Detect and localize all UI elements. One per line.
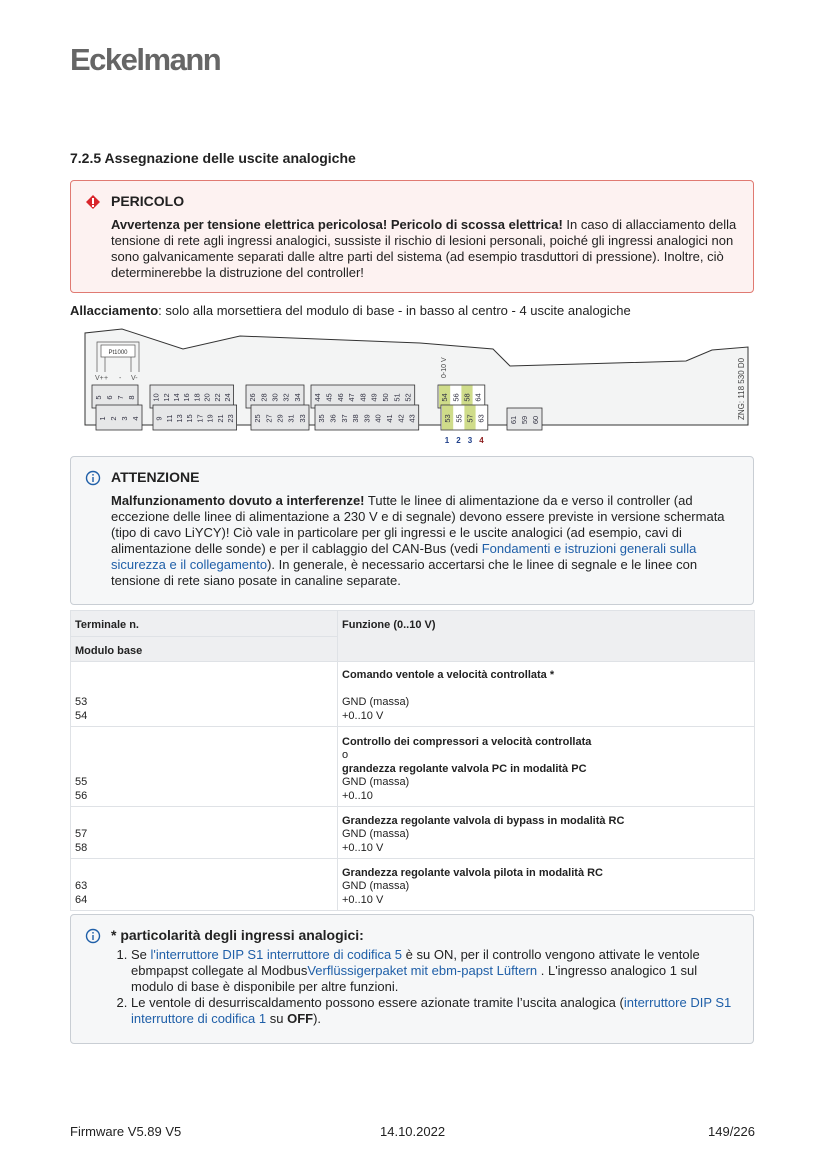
table-row [71,727,755,807]
terminal-number: 58 [462,393,472,402]
analog-inputs-note [70,914,754,1044]
terminal-number: 16 [182,393,192,402]
terminal-number: 52 [403,393,413,402]
terminal-number: 21 [215,414,225,423]
ebm-papst-link[interactable]: Verflüssigerpaket mit ebm-papst Lüftern [307,963,538,978]
danger-title: PERICOLO [111,193,185,209]
function-line: GND (massa) [342,776,410,788]
terminal-number: 63 [476,414,486,423]
attention-title: ATTENZIONE [111,469,200,485]
terminal-number: 15 [185,414,195,423]
terminal-number: 9 [154,416,164,421]
connection-body: : solo alla morsettiera del modulo di base - in basso al centro - 4 uscite analogiche [158,303,631,318]
info-icon [85,928,101,944]
terminal-number: 42 [396,414,406,423]
text: . L'ingresso analogico 1 sul modulo di base è disponibile per altre funzioni. [131,963,698,994]
footer-page: 149/226 [708,1124,755,1139]
function-title: Controllo dei compressori a velocità controllata [342,735,592,748]
terminal-number: 45 [324,393,334,402]
terminal-number: 2 [109,416,118,421]
attention-text [111,493,739,589]
footer-firmware: Firmware V5.89 V5 [70,1124,182,1139]
dip-switch-1-link[interactable]: interruttore DIP S1 interruttore di codifica 1 [131,995,732,1026]
terminal-number: 54 [440,393,450,402]
danger-body: In caso di allacciamento della tensione di rete agli ingressi analogici, sussiste il rischio di lesioni personali, poiché gli ingressi analogici non sono galvanicamente separati dalle altre parti del sistema (ad esempio trasduttori di pressione). Inoltre, ciò determinerebbe la distruzione del controller! [111,217,737,280]
terminal-number: 36 [328,414,338,423]
terminal-number: 44 [313,393,323,402]
connection-bold: Allacciamento [70,303,159,318]
terminal-number: 37 [339,414,349,423]
terminal-number: 28 [259,393,269,402]
off-label: OFF [287,1011,314,1026]
terminal-number: 30 [270,393,280,402]
terminal-number: 11 [164,414,174,423]
function-title: Comando ventole a velocità controllata * [342,669,555,681]
text: su [266,1011,288,1026]
terminal-number: 6 [105,395,114,400]
function-line: GND (massa) [342,696,410,708]
function-line: +0..10 V [342,841,384,854]
pin-label: V- [131,375,138,382]
function-title: Grandezza regolante valvola pilota in modalità RC [342,866,604,879]
terminal-number: 32 [281,393,291,402]
terminal-number: 34 [292,393,302,402]
terminal-number: 1 [98,416,107,421]
terminal-number: 20 [202,393,212,402]
text: è su ON, per il controllo vengono attivate le ventole ebmpapst collegate al Modbus [131,947,700,978]
function-line: +0..10 V [342,709,384,722]
terminal: 53 [75,696,88,708]
terminal-number: 14 [172,393,181,402]
terminal-number: 8 [127,395,136,400]
terminal-number: 57 [465,414,475,423]
table-row [71,662,755,727]
terminal-number: 17 [195,414,205,423]
function-line: GND (massa) [342,828,410,840]
table-row [71,807,755,859]
terminal-number: 64 [473,393,483,402]
safety-link[interactable]: Fondamenti e istruzioni generali sulla sicurezza e il collegamento [111,541,697,572]
terminal-number: 47 [347,393,357,402]
text: ). [313,1011,322,1026]
section-title: 7.2.5 Assegnazione delle uscite analogiche [70,150,356,166]
text: Le ventole di desurriscaldamento possono essere azionate tramite l’uscita analogica ( [131,995,624,1010]
note-title: * particolarità degli ingressi analogici: [111,927,364,943]
attention-bold: Malfunzionamento dovuto a interferenze! [111,493,365,508]
sensor-label: Pt1000 [108,350,128,356]
terminal-number: 31 [286,414,296,423]
terminal-number: 7 [116,395,125,400]
terminal-number: 53 [443,414,453,423]
terminal-number: 19 [205,414,215,423]
output-number: 1 [444,436,450,445]
function-line: +0..10 [342,789,373,802]
terminal-number: 49 [369,393,379,402]
output-number: 4 [479,436,484,445]
function-or: o [342,749,349,761]
terminal-number: 23 [226,414,235,423]
terminal-diagram [0,0,827,450]
terminal-number: 25 [253,414,263,423]
terminal-number: 56 [451,393,461,402]
terminal-number: 59 [520,415,529,425]
terminal: 56 [75,789,88,802]
terminal-number: 29 [275,414,285,423]
terminal-number: 22 [212,393,222,402]
terminal-number: 13 [175,414,184,423]
terminal-number: 18 [192,393,202,402]
info-icon [85,470,101,486]
dip-switch-5-link[interactable]: l'interruttore DIP S1 interruttore di codifica 5 [150,947,403,962]
attention-body-end: ). In generale, è necessario accertarsi che le linee di segnale e le linee con tensione di rete siano posate in canaline separate. [111,557,698,588]
terminal-number: 26 [248,393,258,402]
terminal-number: 10 [151,393,161,402]
pin-label: V+ [95,375,104,382]
text: Se [131,947,151,962]
terminal-number: 43 [407,414,417,423]
header-function: Funzione (0..10 V) [338,611,755,662]
terminal-number: 35 [317,414,327,423]
terminal-number: 46 [335,393,345,402]
output-number: 3 [467,436,473,445]
terminal: 63 [75,880,88,892]
terminal: 54 [75,709,88,722]
output-number: 2 [456,436,461,445]
terminal-number: 39 [362,414,372,423]
pin-label: - [119,375,122,382]
attention-body: Tutte le linee di alimentazione da e verso il controller (ad eccezione delle linee di alimentazione a 230 V e di segnale) devono essere previste in versione schermata (tipo di cavo LiYCY)! Ciò vale in particolare per gli ingressi e le uscite analogici (ad esempio, cavi di alimentazione delle sonde) e per il cablaggio del CAN-Bus (vedi [111,493,725,556]
footer-date: 14.10.2022 [380,1124,446,1139]
terminal-number: 5 [94,395,103,400]
terminal: 55 [75,776,88,788]
terminal-number: 4 [131,416,140,421]
terminal-number: 40 [373,414,383,423]
terminal-number: 48 [358,393,368,402]
terminal-number: 12 [161,393,171,402]
terminal-number: 38 [351,414,361,423]
terminal: 58 [75,841,88,854]
terminal-number: 33 [297,414,307,423]
attention-notice [70,456,754,605]
terminal: 57 [75,828,88,840]
terminal-table [70,610,755,911]
table-row [71,859,755,911]
terminal-number: 50 [380,393,390,402]
terminal-number: 27 [264,414,274,423]
terminal-number: 41 [384,414,394,423]
function-line: +0..10 V [342,893,384,906]
terminal-number: 61 [509,415,518,425]
voltage-label: 0-10 V [441,357,448,378]
function-title: Grandezza regolante valvola di bypass in modalità RC [342,814,625,827]
pin-label: + [104,375,109,382]
terminal-number: 3 [120,416,129,421]
terminal-number: 51 [392,393,402,402]
list-item [131,995,739,1027]
terminal-number: 24 [223,393,232,402]
danger-bold: Avvertenza per tensione elettrica pericolosa! Pericolo di scossa elettrica! [111,217,563,232]
drawing-number: ZNG: 118 530 D0 [737,357,746,420]
header-terminal: Terminale n. [71,611,338,637]
function-title: grandezza regolante valvola PC in modalità PC [342,762,587,775]
terminal-number: 55 [454,414,464,423]
terminal-number: 60 [531,415,540,425]
list-item [131,947,739,995]
eckelmann-logo: Eckelmann [70,42,221,77]
function-line: GND (massa) [342,880,410,892]
terminal: 64 [75,893,88,906]
header-base-module: Modulo base [71,636,338,662]
